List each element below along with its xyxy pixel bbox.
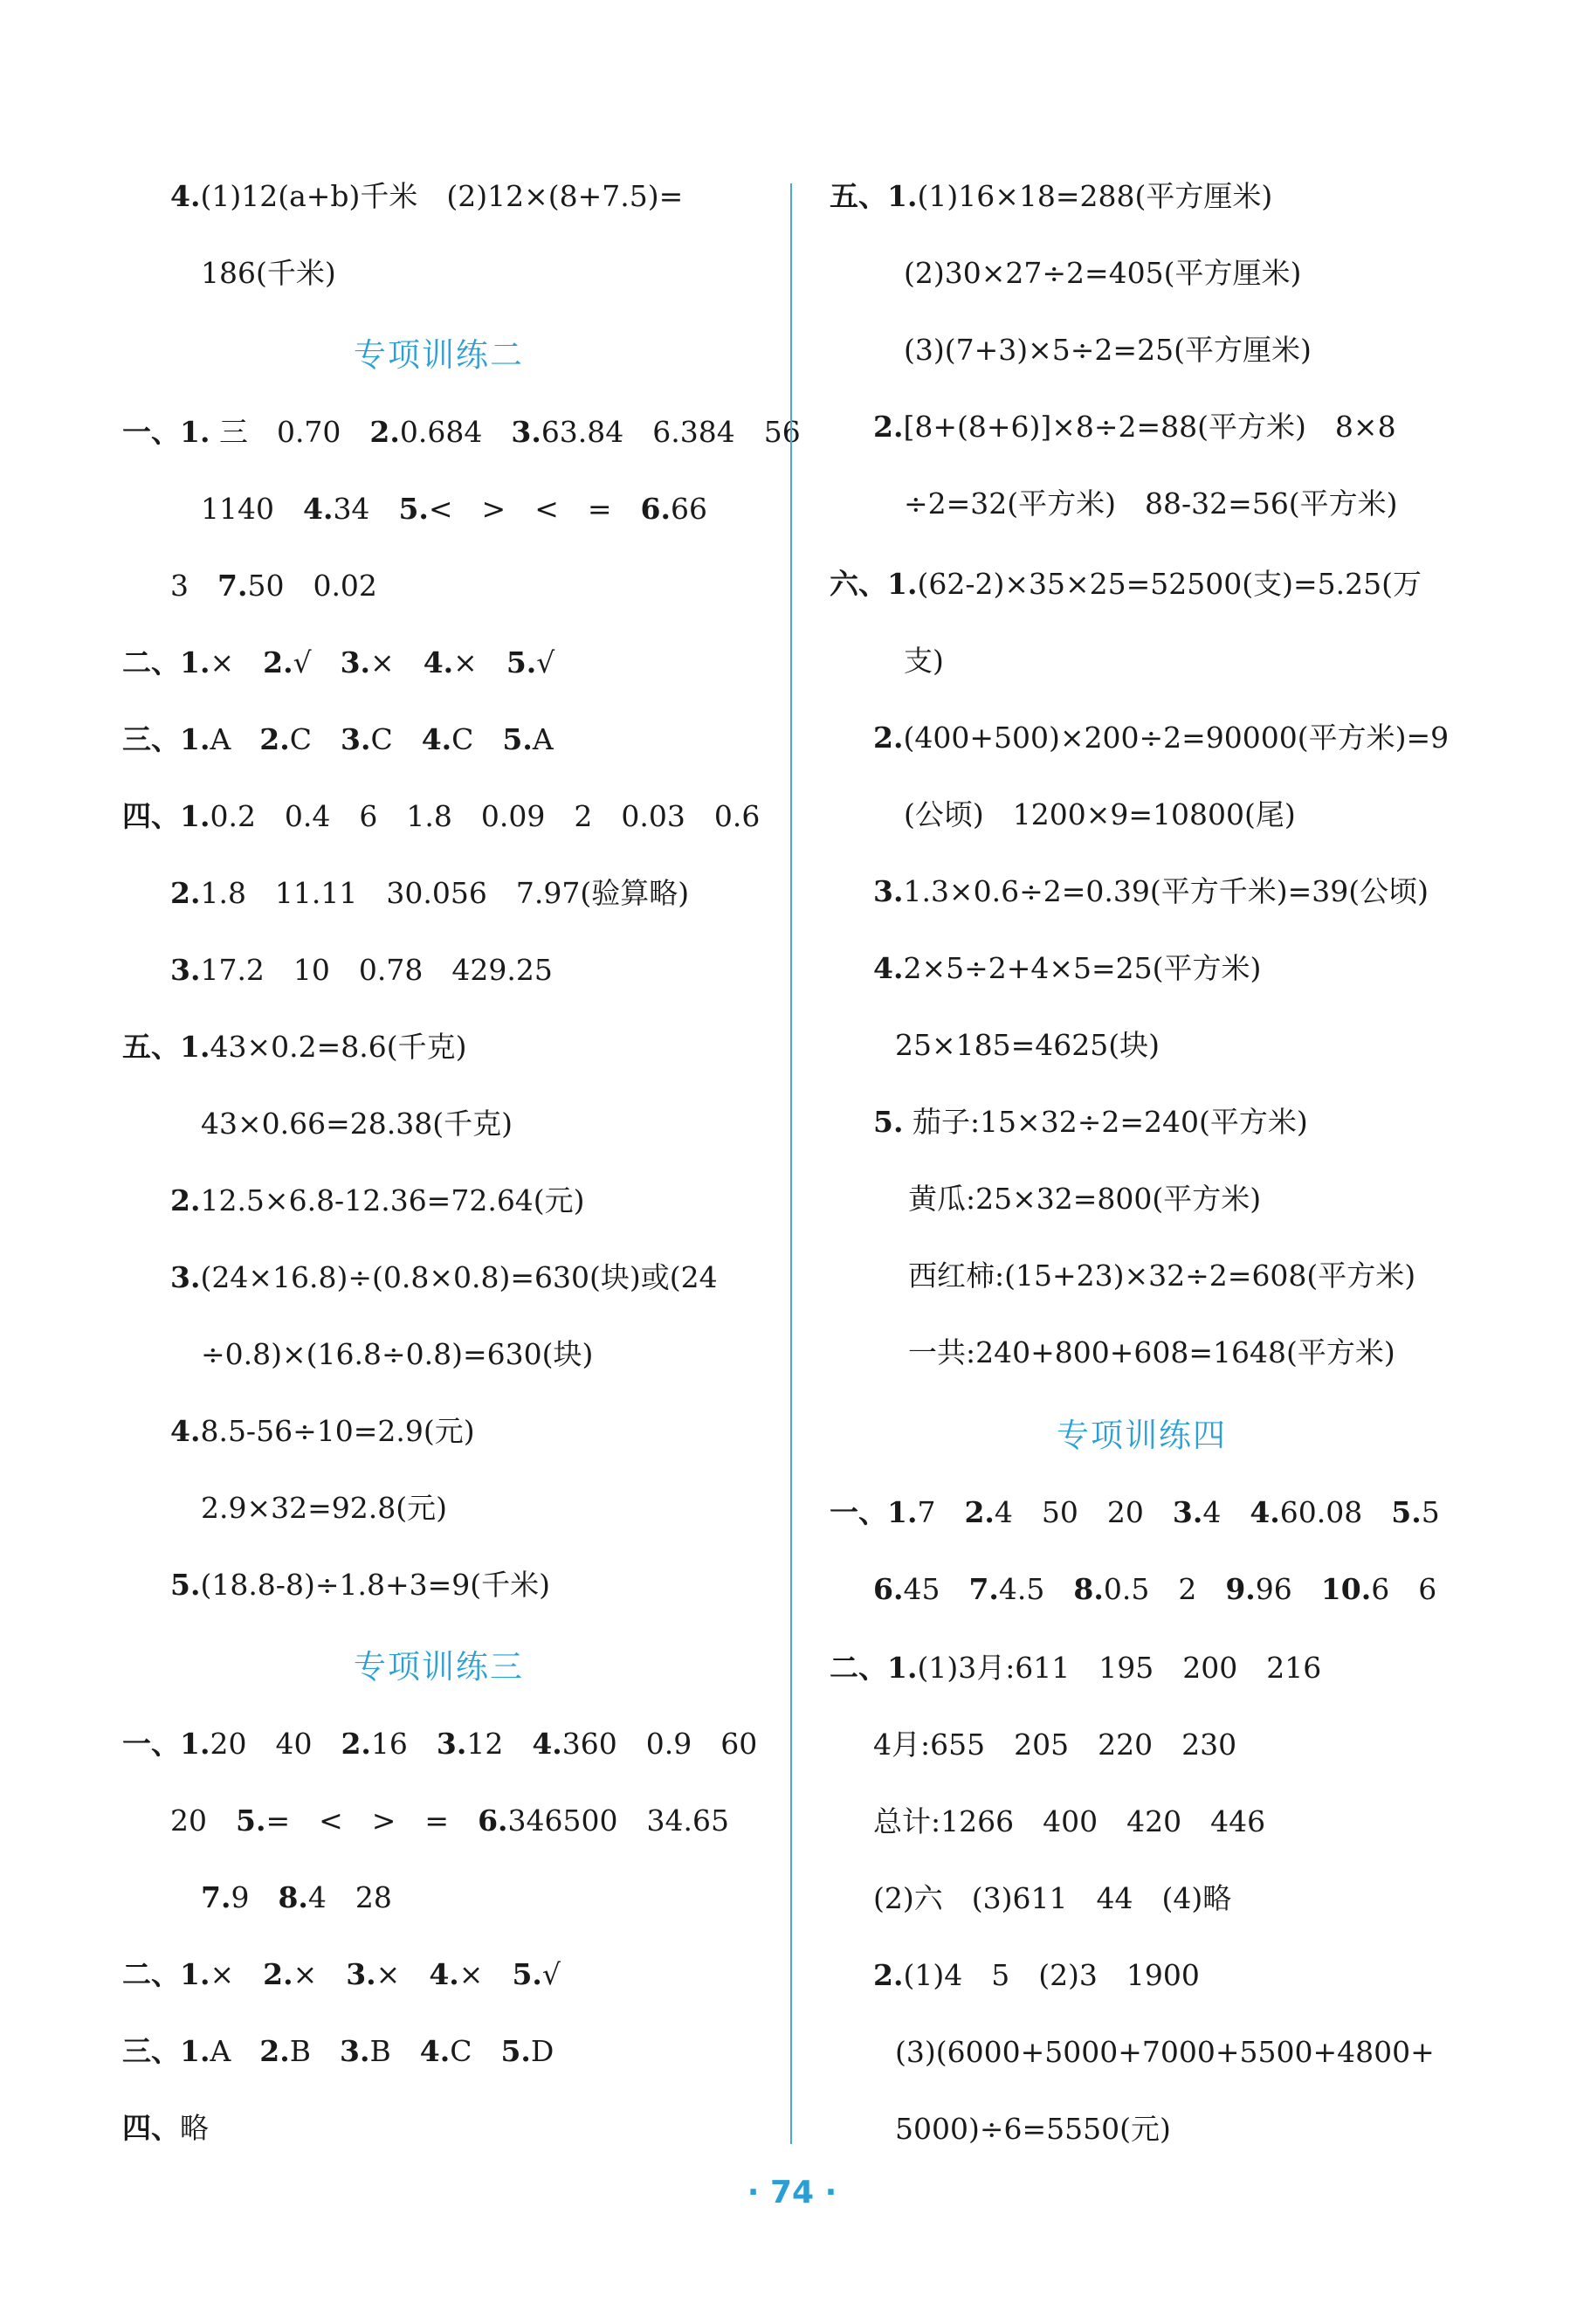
item-number: 1. bbox=[180, 1030, 210, 1064]
item-number: 二、 bbox=[830, 1651, 887, 1685]
item-number: 5. bbox=[398, 492, 429, 526]
item-number: 7. bbox=[217, 569, 248, 603]
item-number: 5. bbox=[506, 645, 537, 679]
item-number: 5. bbox=[512, 1957, 542, 1991]
answer-line bbox=[201, 1107, 513, 1141]
item-number: 2. bbox=[263, 1957, 293, 1991]
item-number: 2. bbox=[369, 415, 400, 449]
answer-line bbox=[873, 1105, 1308, 1140]
answer-text: 0.5 2 bbox=[1103, 1572, 1226, 1606]
answer-line bbox=[830, 567, 1422, 602]
answer-text: 43×0.66=28.38(千克) bbox=[201, 1107, 513, 1141]
answer-line bbox=[122, 2111, 209, 2146]
item-number: 4. bbox=[1250, 1495, 1280, 1529]
answer-text: (62-2)×35×25=52500(支)=5.25(万 bbox=[917, 567, 1422, 601]
item-number: 8. bbox=[278, 1880, 308, 1914]
item-number: 4. bbox=[170, 179, 201, 213]
item-number: 3. bbox=[341, 722, 371, 756]
item-number: 5. bbox=[236, 1803, 266, 1838]
item-number: 3. bbox=[346, 1957, 376, 1991]
item-number: 3. bbox=[436, 1727, 467, 1761]
item-number: 1. bbox=[180, 722, 210, 756]
answer-text: 2.9×32=92.8(元) bbox=[201, 1491, 447, 1525]
answer-line bbox=[170, 1803, 729, 1838]
section-heading: 专项训练四 bbox=[1057, 1417, 1227, 1454]
answer-text: (400+500)×200÷2=90000(平方米)=9 bbox=[903, 721, 1450, 755]
item-number: 6. bbox=[640, 492, 671, 526]
answer-text: 66 bbox=[670, 492, 707, 526]
item-number: 四、 bbox=[122, 2111, 180, 2145]
item-number: 5. bbox=[170, 1568, 201, 1602]
answer-text: 总计:1266 400 420 446 bbox=[873, 1804, 1266, 1838]
item-number: 5. bbox=[500, 2034, 531, 2068]
answer-line bbox=[873, 721, 1449, 755]
item-number: 4. bbox=[423, 645, 454, 679]
answer-line bbox=[170, 876, 689, 911]
answer-line bbox=[830, 179, 1272, 214]
answer-line bbox=[170, 1414, 475, 1449]
item-number: 4. bbox=[421, 722, 452, 756]
item-number: 四、 bbox=[122, 799, 180, 833]
item-number: 1. bbox=[180, 1727, 210, 1761]
answer-line bbox=[830, 1651, 1321, 1686]
answer-text: 4月:655 205 220 230 bbox=[873, 1727, 1237, 1762]
item-number: 二、 bbox=[122, 645, 180, 679]
item-number: 2. bbox=[873, 410, 904, 444]
item-number: 2. bbox=[170, 876, 201, 910]
answer-text: × bbox=[293, 1957, 347, 1991]
item-number: 一、 bbox=[830, 1495, 887, 1529]
item-number: 3. bbox=[170, 953, 201, 987]
answer-text: ÷2=32(平方米) 88-32=56(平方米) bbox=[904, 486, 1398, 521]
item-number: 1. bbox=[887, 1495, 918, 1529]
answer-text: 2×5÷2+4×5=25(平方米) bbox=[903, 951, 1262, 985]
item-number: 一、 bbox=[122, 1727, 180, 1761]
answer-line bbox=[122, 1727, 757, 1762]
item-number: 1. bbox=[180, 415, 210, 449]
answer-text: D bbox=[530, 2034, 554, 2068]
answer-text: 7 bbox=[917, 1495, 965, 1529]
answer-line bbox=[904, 644, 944, 679]
item-number: 5. bbox=[873, 1105, 904, 1139]
answer-text: 34 bbox=[333, 492, 399, 526]
item-number: 5. bbox=[1391, 1495, 1422, 1529]
item-number: 1. bbox=[887, 567, 918, 601]
item-number: 2. bbox=[873, 1958, 904, 1992]
item-number: 3. bbox=[170, 1260, 201, 1294]
answer-text: (24×16.8)÷(0.8×0.8)=630(块)或(24 bbox=[200, 1260, 718, 1294]
answer-text: = < > = bbox=[265, 1803, 479, 1838]
item-number: 五、 bbox=[830, 179, 887, 213]
answer-text: (3)(6000+5000+7000+5500+4800+ bbox=[895, 2035, 1435, 2069]
item-number: 5. bbox=[502, 722, 533, 756]
answer-line bbox=[904, 797, 1296, 832]
answer-text: 43×0.2=8.6(千克) bbox=[210, 1030, 467, 1064]
answer-line bbox=[895, 1028, 1160, 1063]
item-number: 7. bbox=[201, 1880, 231, 1914]
answer-text: (3)(7+3)×5÷2=25(平方厘米) bbox=[904, 333, 1312, 367]
answer-text: (2)30×27÷2=405(平方厘米) bbox=[904, 256, 1302, 290]
answer-text: 茄子:15×32÷2=240(平方米) bbox=[903, 1105, 1308, 1139]
answer-line bbox=[904, 256, 1301, 291]
answer-text: 4.5 bbox=[998, 1572, 1074, 1606]
item-number: 五、 bbox=[122, 1030, 180, 1064]
answer-text: A bbox=[210, 2034, 260, 2068]
item-number: 6. bbox=[873, 1572, 904, 1606]
answer-line bbox=[170, 1183, 585, 1218]
item-number: 4. bbox=[302, 492, 334, 526]
answer-text: B bbox=[289, 2034, 341, 2068]
answer-text: × bbox=[453, 645, 506, 679]
answer-line bbox=[122, 799, 760, 834]
answer-line bbox=[201, 1880, 392, 1915]
answer-line bbox=[873, 410, 1396, 445]
answer-line bbox=[201, 1337, 593, 1372]
answer-text: 一共:240+800+608=1648(平方米) bbox=[908, 1335, 1395, 1369]
answer-text: 360 0.9 60 bbox=[561, 1727, 758, 1761]
answer-line bbox=[873, 1881, 1231, 1916]
item-number: 1. bbox=[180, 645, 210, 679]
item-number: 六、 bbox=[830, 567, 887, 601]
answer-text: (公顷) 1200×9=10800(尾) bbox=[904, 797, 1296, 831]
answer-text: 4 50 20 bbox=[994, 1495, 1173, 1529]
answer-line bbox=[904, 486, 1398, 521]
answer-text: 346500 34.65 bbox=[507, 1803, 729, 1838]
answer-text: A bbox=[532, 722, 554, 756]
item-number: 1. bbox=[887, 179, 918, 213]
answer-text: 45 bbox=[903, 1572, 969, 1606]
answer-text: 4 bbox=[1202, 1495, 1250, 1529]
answer-line bbox=[201, 256, 336, 291]
item-number: 4. bbox=[419, 2034, 451, 2068]
answer-line bbox=[908, 1182, 1261, 1217]
item-number: 1. bbox=[180, 2034, 210, 2068]
answer-text: 支) bbox=[904, 644, 944, 678]
answer-text: 4 28 bbox=[307, 1880, 392, 1914]
item-number: 2. bbox=[263, 645, 293, 679]
answer-text: 12.5×6.8-12.36=72.64(元) bbox=[200, 1183, 585, 1217]
item-number: 6. bbox=[478, 1803, 508, 1838]
answer-text: 5 bbox=[1421, 1495, 1440, 1529]
answer-text: 20 40 bbox=[210, 1727, 341, 1761]
answer-line bbox=[122, 2034, 554, 2069]
answer-line bbox=[122, 722, 554, 757]
answer-text: 96 bbox=[1255, 1572, 1321, 1606]
answer-text: 9 bbox=[231, 1880, 279, 1914]
answer-text: √ bbox=[536, 645, 555, 679]
answer-line bbox=[895, 2112, 1171, 2147]
column-divider bbox=[790, 183, 792, 2144]
item-number: 4. bbox=[429, 1957, 459, 1991]
answer-text: C bbox=[451, 722, 503, 756]
answer-text: 16 bbox=[370, 1727, 437, 1761]
answer-text: C bbox=[370, 722, 422, 756]
answer-line bbox=[830, 1495, 1440, 1530]
answer-text: 1140 bbox=[201, 492, 303, 526]
answer-text: C bbox=[289, 722, 341, 756]
item-number: 3. bbox=[340, 2034, 370, 2068]
answer-text: 0.2 0.4 6 1.8 0.09 2 0.03 0.6 bbox=[210, 799, 761, 833]
item-number: 3. bbox=[873, 874, 904, 908]
answer-text: 三 0.70 bbox=[210, 415, 370, 449]
answer-text: 12 bbox=[466, 1727, 533, 1761]
answer-text: 略 bbox=[180, 2111, 209, 2145]
answer-line bbox=[170, 569, 377, 603]
item-number: 8. bbox=[1073, 1572, 1104, 1606]
item-number: 2. bbox=[259, 722, 290, 756]
item-number: 7. bbox=[968, 1572, 999, 1606]
answer-text: 0.684 bbox=[399, 415, 512, 449]
answer-text: 3 bbox=[170, 569, 217, 603]
item-number: 3. bbox=[511, 415, 541, 449]
answer-text: 50 0.02 bbox=[247, 569, 377, 603]
answer-text: × bbox=[370, 645, 424, 679]
answer-text: [8+(8+6)]×8÷2=88(平方米) 8×8 bbox=[903, 410, 1396, 444]
answer-text: √ bbox=[293, 645, 341, 679]
answer-text: 黄瓜:25×32=800(平方米) bbox=[908, 1182, 1262, 1216]
item-number: 1. bbox=[887, 1651, 918, 1685]
page-number: · 74 · bbox=[747, 2175, 837, 2210]
answer-text: × bbox=[375, 1957, 430, 1991]
item-number: 三、 bbox=[122, 722, 180, 756]
answer-line bbox=[873, 1572, 1436, 1607]
answer-text: C bbox=[450, 2034, 501, 2068]
answer-line bbox=[170, 953, 553, 988]
item-number: 9. bbox=[1225, 1572, 1256, 1606]
answer-line bbox=[170, 1568, 550, 1603]
answer-text: A bbox=[210, 722, 260, 756]
answer-line bbox=[122, 415, 801, 450]
answer-line bbox=[873, 1804, 1265, 1839]
answer-line bbox=[170, 1260, 718, 1295]
answer-line bbox=[122, 1957, 561, 1992]
section-heading: 专项训练二 bbox=[354, 336, 524, 374]
item-number: 4. bbox=[170, 1414, 201, 1448]
answer-text: 1.8 11.11 30.056 7.97(验算略) bbox=[200, 876, 690, 910]
answer-text: 63.84 6.384 56 bbox=[541, 415, 801, 449]
section-heading: 专项训练三 bbox=[354, 1648, 524, 1686]
answer-text: 20 bbox=[170, 1803, 236, 1838]
item-number: 一、 bbox=[122, 415, 180, 449]
answer-text: 6 6 bbox=[1371, 1572, 1437, 1606]
answer-line bbox=[873, 951, 1261, 986]
item-number: 1. bbox=[180, 799, 210, 833]
item-number: 3. bbox=[1172, 1495, 1203, 1529]
answer-line bbox=[122, 645, 554, 680]
answer-text: 17.2 10 0.78 429.25 bbox=[200, 953, 553, 987]
answer-text: 西红柿:(15+23)×32÷2=608(平方米) bbox=[908, 1259, 1416, 1293]
answer-text: 8.5-56÷10=2.9(元) bbox=[200, 1414, 475, 1448]
item-number: 3. bbox=[340, 645, 371, 679]
answer-line bbox=[873, 874, 1429, 909]
answer-text: (18.8-8)÷1.8+3=9(千米) bbox=[200, 1568, 550, 1602]
answer-text: (1)12(a+b)千米 (2)12×(8+7.5)= bbox=[200, 179, 684, 213]
answer-line bbox=[873, 1958, 1200, 1993]
answer-text: 25×185=4625(块) bbox=[895, 1028, 1160, 1062]
answer-text: ÷0.8)×(16.8÷0.8)=630(块) bbox=[201, 1337, 594, 1371]
item-number: 2. bbox=[259, 2034, 290, 2068]
answer-line bbox=[908, 1335, 1395, 1370]
answer-text: × bbox=[458, 1957, 513, 1991]
answer-text: × bbox=[210, 1957, 264, 1991]
item-number: 三、 bbox=[122, 2034, 180, 2068]
item-number: 二、 bbox=[122, 1957, 180, 1991]
answer-line bbox=[904, 333, 1312, 368]
answer-line bbox=[201, 1491, 447, 1526]
answer-text: 5000)÷6=5550(元) bbox=[895, 2112, 1171, 2146]
answer-text: 60.08 bbox=[1279, 1495, 1392, 1529]
item-number: 4. bbox=[532, 1727, 562, 1761]
answer-text: < > < = bbox=[428, 492, 641, 526]
item-number: 2. bbox=[170, 1183, 201, 1217]
answer-line bbox=[873, 1727, 1236, 1762]
answer-text: × bbox=[210, 645, 264, 679]
item-number: 4. bbox=[873, 951, 904, 985]
answer-text: √ bbox=[541, 1957, 561, 1991]
item-number: 2. bbox=[341, 1727, 371, 1761]
answer-text: (2)六 (3)611 44 (4)略 bbox=[873, 1881, 1232, 1915]
answer-line bbox=[201, 492, 707, 527]
answer-text: B bbox=[369, 2034, 420, 2068]
answer-line bbox=[908, 1259, 1415, 1293]
answer-text: 186(千米) bbox=[201, 256, 336, 290]
item-number: 2. bbox=[964, 1495, 995, 1529]
answer-line bbox=[170, 179, 683, 214]
answer-line bbox=[122, 1030, 466, 1065]
answer-text: 1.3×0.6÷2=0.39(平方千米)=39(公顷) bbox=[903, 874, 1429, 908]
answer-text: (1)3月:611 195 200 216 bbox=[917, 1651, 1322, 1685]
answer-line bbox=[895, 2035, 1435, 2070]
answer-text: (1)4 5 (2)3 1900 bbox=[903, 1958, 1200, 1992]
item-number: 1. bbox=[180, 1957, 210, 1991]
item-number: 10. bbox=[1320, 1572, 1372, 1606]
item-number: 2. bbox=[873, 721, 904, 755]
answer-text: (1)16×18=288(平方厘米) bbox=[917, 179, 1273, 213]
